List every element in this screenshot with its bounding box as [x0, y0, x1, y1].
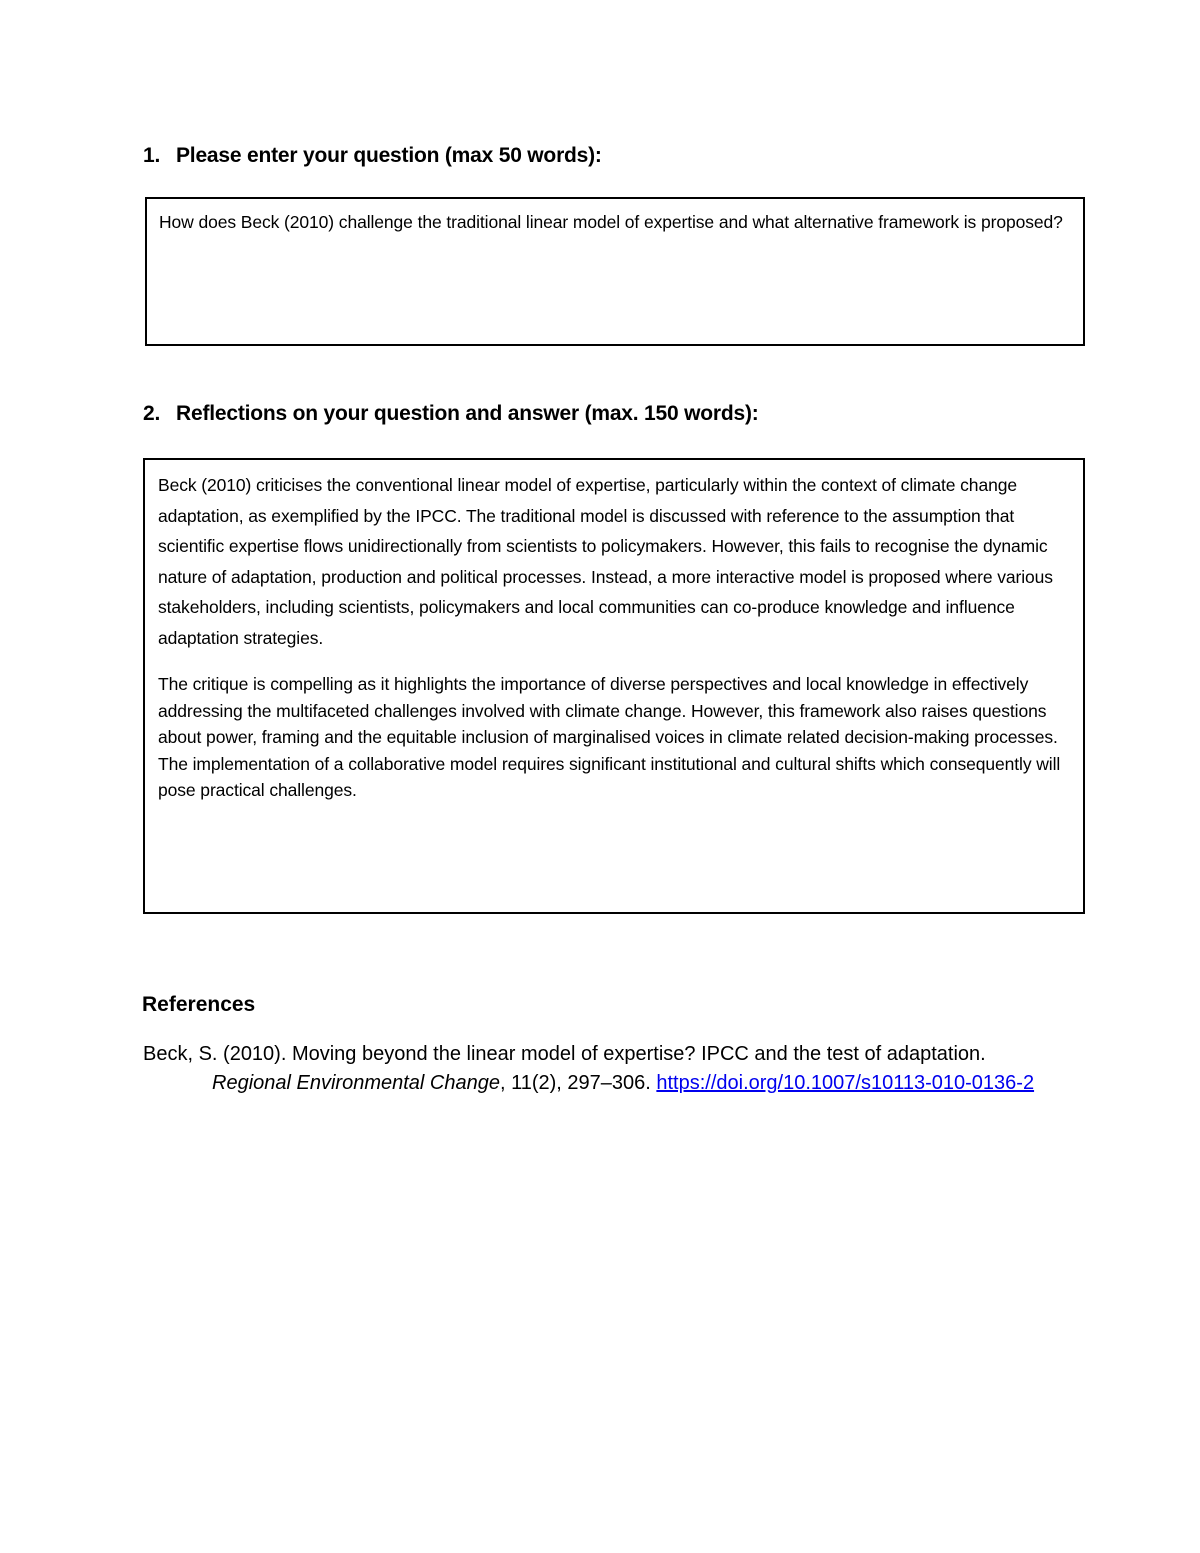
reference-volume-pages: , 11(2), 297–306. — [499, 1072, 657, 1094]
reference-doi-link[interactable]: https://doi.org/10.1007/s10113-010-0136-2 — [656, 1072, 1035, 1094]
question-box[interactable] — [145, 197, 1085, 346]
question-text: How does Beck (2010) challenge the traditional linear model of expertise and what alternative framework is proposed? — [159, 212, 1063, 232]
reflection-heading — [143, 402, 759, 426]
reflection-box[interactable] — [143, 458, 1085, 914]
reflection-paragraph: The critique is compelling as it highlights the importance of diverse perspectives and local knowledge in effectively addressing the multifaceted challenges involved with climate change. However, this framework also raises questions about power, framing and the equitable inclusion of marginalised voices in climate related decision-making processes. The implementation of a collaborative model requires significant institutional and cultural shifts which consequently will pose practical challenges. — [158, 674, 1061, 800]
reflection-number: 2. — [143, 402, 161, 425]
question-heading — [143, 144, 602, 168]
reflection-heading-text: Reflections on your question and answer (max. 150 words): — [176, 402, 759, 425]
reference-authors: Beck, S. (2010). Moving beyond the linear model of expertise? IPCC and the test of adaptation. — [143, 1043, 986, 1065]
reference-entry — [143, 1040, 1042, 1098]
reflection-paragraph: Beck (2010) criticises the conventional linear model of expertise, particularly within the context of climate change adaptation, as exemplified by the IPCC. The traditional model is discussed with reference to the assumption that scientific expertise flows unidirectionally from scientists to policymakers. However, this fails to recognise the dynamic nature of adaptation, production and political processes. Instead, a more interactive model is proposed where various stakeholders, including scientists, policymakers and local communities can co-produce knowledge and influence adaptation strategies. — [158, 475, 1053, 648]
reference-journal: Regional Environmental Change — [212, 1072, 500, 1094]
question-heading-text: Please enter your question (max 50 words): — [176, 144, 602, 167]
references-heading: References — [142, 993, 256, 1016]
question-number: 1. — [143, 144, 161, 167]
